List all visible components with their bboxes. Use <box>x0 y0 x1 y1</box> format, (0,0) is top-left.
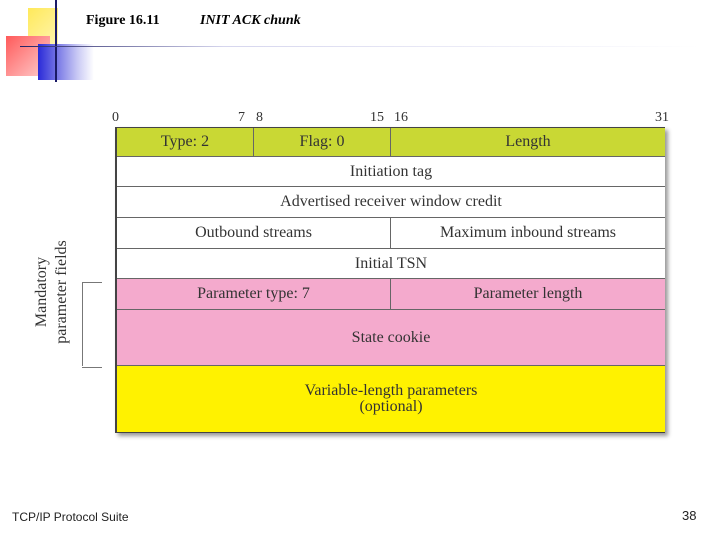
streams-row <box>117 218 665 249</box>
side-label-line2: parameter fields <box>53 240 70 344</box>
variable-params-row <box>117 366 665 432</box>
field-flag: Flag: 0 <box>254 128 391 157</box>
advertised-window-row <box>117 187 665 218</box>
figure-label: Figure 16.11 <box>86 13 160 28</box>
bit-position-31: 31 <box>655 110 669 125</box>
bit-position-7: 7 <box>238 110 245 125</box>
bit-position-16: 16 <box>394 110 408 125</box>
mandatory-bracket-spine <box>82 282 83 366</box>
field-initiation-tag: Initiation tag <box>117 157 665 187</box>
field-outbound-streams: Outbound streams <box>117 218 391 249</box>
mandatory-bracket <box>82 282 102 368</box>
page-number: 38 <box>682 508 697 523</box>
mandatory-parameter-label <box>32 222 72 362</box>
field-variable-params <box>117 366 665 432</box>
decor-vertical-line <box>55 0 57 82</box>
footer-title: TCP/IP Protocol Suite <box>12 510 129 524</box>
variable-params-line1: Variable-length parameters <box>304 382 478 399</box>
decor-horizontal-line <box>20 46 700 47</box>
bit-position-8: 8 <box>256 110 263 125</box>
field-parameter-length: Parameter length <box>391 279 665 310</box>
field-length: Length <box>391 128 665 157</box>
field-parameter-type: Parameter type: 7 <box>117 279 391 310</box>
side-label-line1: Mandatory <box>33 256 50 328</box>
bit-position-15: 15 <box>370 110 384 125</box>
field-initial-tsn: Initial TSN <box>117 249 665 279</box>
initiation-tag-row <box>117 157 665 187</box>
field-max-inbound-streams: Maximum inbound streams <box>391 218 665 249</box>
field-type: Type: 2 <box>117 128 254 157</box>
initial-tsn-row <box>117 249 665 279</box>
bit-position-0: 0 <box>112 110 119 125</box>
decor-blue-block <box>38 44 94 80</box>
figure-caption: INIT ACK chunk <box>200 13 301 28</box>
header-row <box>117 128 665 157</box>
parameter-header-row <box>117 279 665 310</box>
state-cookie-row <box>117 310 665 366</box>
variable-params-line2: (optional) <box>359 398 423 415</box>
field-advertised-window: Advertised receiver window credit <box>117 187 665 218</box>
field-state-cookie: State cookie <box>117 310 665 366</box>
